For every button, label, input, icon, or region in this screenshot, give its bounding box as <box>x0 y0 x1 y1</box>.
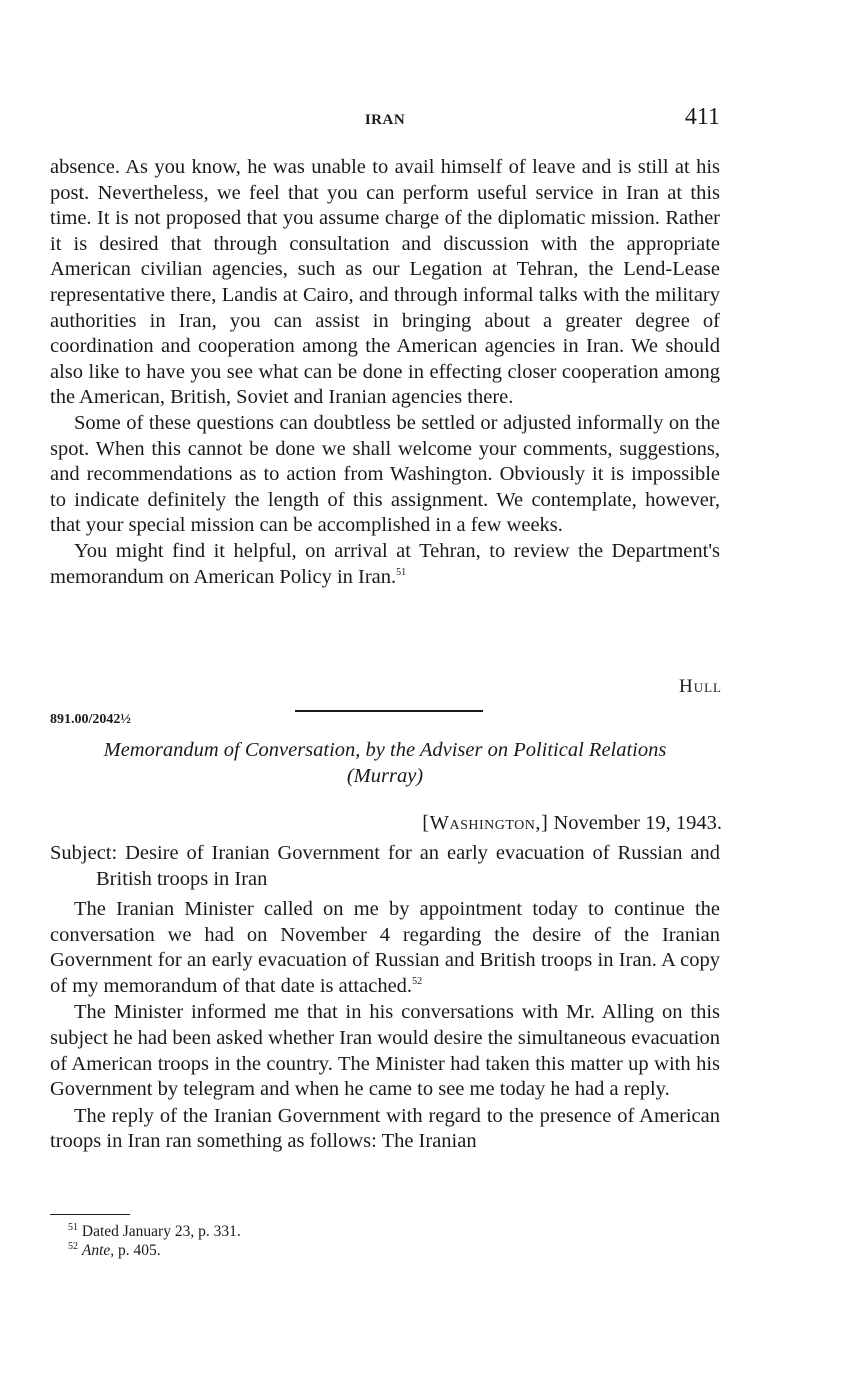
footnote-ref-52: 52 <box>412 975 423 987</box>
footnote-51-mark: 51 <box>68 1221 78 1233</box>
document-title-line-2: (Murray) <box>346 765 424 787</box>
footnote-52-mark: 52 <box>68 1240 78 1252</box>
footnote-52-ante: Ante, <box>81 1242 115 1259</box>
footnote-51-text: Dated January 23, p. 331. <box>81 1223 241 1240</box>
dateline <box>422 812 722 835</box>
footnote-rule <box>50 1214 130 1215</box>
paragraph-3-text: You might find it helpful, on arrival at Tehran, to review the Department's memorandum on American Policy in Iran. <box>50 539 720 588</box>
section-separator <box>295 710 483 712</box>
subject-line: Subject: Desire of Iranian Government for an early evacuation of Russian and British troops in Iran <box>50 842 720 890</box>
footnote-52-text: p. 405. <box>118 1242 161 1259</box>
memo-paragraph-1 <box>50 897 720 999</box>
paragraph-3 <box>50 539 720 590</box>
document-title <box>50 737 720 789</box>
memorandum-body <box>50 897 720 1155</box>
memo-paragraph-1-text: The Iranian Minister called on me by appointment today to continue the conversation we had on November 4 regarding the desire of the Iranian Government for an early evacuation of Russian and British troops in Iran. A copy of my memorandum of that date is attached. <box>50 898 720 997</box>
signature: Hull <box>679 676 722 697</box>
memo-paragraph-3: The reply of the Iranian Government with regard to the presence of American troops in Iran ran something as follows: The Iranian <box>50 1104 720 1153</box>
page-number: 411 <box>684 104 720 130</box>
memo-paragraph-2: The Minister informed me that in his conversations with Mr. Alling on this subject he had been asked whether Iran would desire the simultaneous evacuation of American troops in the country. The Minister had taken this matter up with his Government by telegram and when he came to see me today he had a reply. <box>50 1001 721 1101</box>
file-number: 891.00/2042½ <box>50 712 131 727</box>
document-title-line-1: Memorandum of Conversation, by the Adviser on Political Relations <box>103 739 667 761</box>
paragraph-2: Some of these questions can doubtless be settled or adjusted informally on the spot. When this cannot be done we shall welcome your comments, suggestions, and recommendations as to action from Washington. Obviously it is impossible to indicate definitely the length of this assignment. We contemplate, however, that your special mission can be accomplished in a few weeks. <box>50 411 720 537</box>
dateline-place: [Washington,] <box>422 812 549 834</box>
paragraph-1: absence. As you know, he was unable to avail himself of leave and is still at his post. Nevertheless, we feel that you can perform useful service in Iran at this time. It is not proposed that you assume charge of the diplomatic mission. Rather it is desired that through consultation and discussion with the appropriate American civilian agencies, such as our Legation at Tehran, the Lend-Lease representative there, Landis at Cairo, and through informal talks with the military authorities in Iran, you can assist in bringing about a greater degree of coordination and cooperation among the American agencies in Iran. We should also like to have you see what can be done in effecting closer cooperation among the American, British, Soviet and Iranian agencies there. <box>50 156 720 409</box>
letter-continuation <box>50 155 720 590</box>
running-title: IRAN <box>364 112 406 128</box>
page-header <box>50 104 720 136</box>
footnotes <box>68 1222 241 1260</box>
footnote-52 <box>68 1241 241 1260</box>
dateline-date: November 19, 1943. <box>553 812 722 834</box>
footnote-51 <box>68 1222 241 1241</box>
footnote-ref-51: 51 <box>396 566 407 578</box>
